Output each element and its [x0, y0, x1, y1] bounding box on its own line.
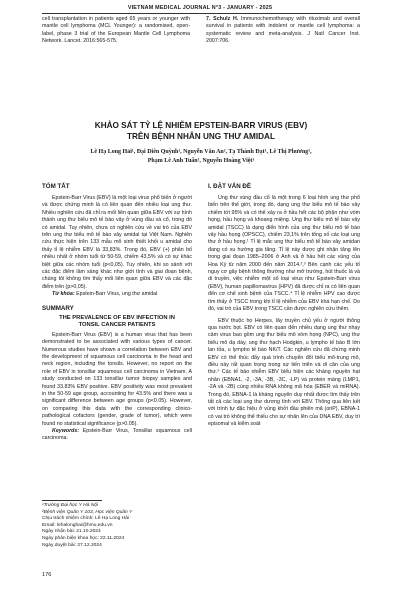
journal-header: VIETNAM MEDICAL JOURNAL N°3 - JANUARY - 2025: [127, 5, 273, 11]
author-list: [42, 148, 360, 166]
author-line1: Lê Hạ Long Hải¹, Đại Diên Quỳnh¹, Nguyễn Văn An², Tạ Thành Đạt¹, Lê Thị Phương¹,: [90, 149, 312, 155]
intro-heading: I. ĐẶT VẤN ĐỀ: [208, 183, 251, 190]
article-title-line2: TRÊN BỆNH NHÂN UNG THƯ AMIDAL: [127, 132, 275, 141]
page-number: 176: [42, 572, 52, 578]
date-accepted: Ngày duyệt bài: 27.12.2024: [42, 542, 102, 548]
intro-paragraph-1: Ung thư vùng đầu cổ là một trong 6 loại hình ung thư phổ biến trên thế giới, trong đó, dạng ung thư biểu mô tế bào vảy chiếm tới 95% và có thể xảy ra ở hầu hết các bộ phận như vòm họng, hầu họng và khoang miệng. Ung thư biểu mô tế bào vảy amidal (TSCC) là dạng điển hình của ung thư biểu mô tế bào vảy hầu họng (OPSCC), chiếm 23,1% trên tổng số các loại ung thư ở hầu họng.¹ Tỉ lệ mắc ung thư biểu mô tế bào vảy amidan đang có xu hướng gia tăng. Tỉ lệ này được ghi nhận tăng lên trong giai đoạn 1985–2006 ở Anh và ở hầu hết các vùng của Hoa Kỳ từ năm 2000 đến năm 2014.²,³ Bên cạnh các yếu tố nguy cơ gây bệnh thông thường như mỡ trường, hút thuốc lá và di truyền, việc nhiễm một số loại virus như Epstein-Barr virus (EBV), human papillomavirus (HPV) đã được chỉ ra có liên quan đến cơ chế sinh bệnh của TSCC.⁴ Tỉ lệ nhiễm HPV cao được tìm thấy ở TSCC trong khi tỉ lệ nhiễm của EBV khá hạn chế. Do đó, vai trò của EBV trong TSCC cần được nghiên cứu thêm.: [208, 195, 360, 313]
summary-body: Epstein-Barr Virus (EBV) is a human virus that has been demonstrated to be associated with various types of cancer. Numerous studies have shown a correlation between EBV and the development of squamous cell carcinoma in the head and neck region, including the tonsils. However, no report on the role of EBV in tonsillar squamous cell carcinoma in Vietnam. A study conducted on 133 tonsillar tumor biopsy samples and found 33.83% EBV positive. EBV positivity was most prevalent in the 50-59 age group, accounting for 43.5% and there was a significant difference between age groups (p<0.05). However, on comparing this data with the corresponding clinico-pathological cofactors (gender, grade of tumor), which were found no statistical significance (p>0.05).: [42, 331, 192, 427]
summary-title-line1: THE PREVALENCE OF EBV INFECTION IN: [59, 314, 175, 321]
affiliation-1: ¹Trường Đại học Y Hà Nội: [42, 503, 99, 508]
intro-paragraph-2: EBV thuộc họ Herpes, lây truyền chủ yếu ở người thông qua nước bọt. EBV có liên quan đến nhiều dạng ung thư nhạy cảm virus bao gồm ung thư biểu mô vòm họng (NPC), ung thư biểu mô dạ dày, ung thư hạch Hodgkin, u lympho tế bào B lớn lan tỏa, u lympho tế bào NK/T. Các nghiên cứu đã chứng minh EBV có thể thúc đẩy quá trình chuyển đổi biểu mô-trung mô, điều này rất quan trọng trong sự tiến triển và di căn của ung thư.⁵ Các tế bào nhiễm EBV biểu hiện các kháng nguyên hạt nhân (EBNA1, -2, -3A, -3B, -3C, -LP) và protein màng (LMP1, -2A và -2B) cùng nhiều RNA không mã hóa (EBER và miRNA). Trong đó, EBNA-1 là kháng nguyên duy nhất được tìm thấy trên tất cả các loại ung thư dương tính với EBV. Thông qua liên kết với trình tự đặc hiệu ở vùng khởi đầu phiên mã (oriP), EBNA-1 có vai trò không thể thiếu cho sự nhân lên của DNA EBV, duy trì episomal và kiểm soát: [208, 317, 360, 428]
date-received: Ngày nhận bài: 21.10.2024: [42, 529, 101, 535]
keywords-en-text: Epstein-Barr Virus, Tonsillar squamous cell carcinoma.: [42, 427, 192, 442]
affiliation-2: ²Bệnh viện Quân Y 103, Học viện Quân Y: [42, 509, 133, 515]
corresponding-author: Chịu trách nhiệm chính: Lê Hạ Long Hải: [42, 516, 129, 522]
reference-7: [206, 16, 360, 46]
email: Email: lehalonghai@hmu.edu.vn: [42, 522, 113, 528]
right-column: [208, 183, 360, 429]
article-title: [42, 120, 360, 142]
keywords-en-label: Keywords:: [52, 427, 80, 434]
summary-heading: SUMMARY: [42, 304, 74, 312]
left-column: [42, 183, 192, 443]
keywords-vi-text: Epstein-Barr Virus, ung thư amidal: [76, 291, 158, 298]
keywords-vi: [42, 291, 192, 298]
footnote-rule: [42, 500, 102, 501]
reference-number: 7.: [206, 16, 211, 22]
header-rule: [42, 13, 360, 14]
footnotes: [42, 500, 192, 549]
keywords-en: [42, 428, 192, 443]
abstract-vi-heading: TÓM TẮT: [42, 183, 70, 190]
reference-text: Immunochemotherapy with rituximab and overall survival in patients with indolent or mantle cell lymphoma: a systematic review and meta-analysis. J Natl Cancer Inst. 2007:706.: [206, 16, 360, 45]
author-line2: Phạm Lê Anh Tuấn¹, Nguyễn Hoàng Việt¹: [147, 158, 255, 164]
summary-title: [42, 315, 192, 330]
abstract-vi-body: Epstein-Barr Virus (EBV) là một loại virus phổ biến ở người và được chứng minh là có liên quan đến nhiều loại ung thư. Nhiều nghiên cứu đã chỉ ra mối liên quan giữa EBV với sự hình thành ung thư biểu mô tế bào vảy ở vùng đầu và cổ, trong đó có amidal. Tuy nhiên, chưa có nghiên cứu về vai trò của EBV trên ung thư biểu mô tế bào vảy amidal tại Việt Nam. Nghiên cứu thực hiện trên 133 mẫu mô sinh thiết khối u amidal cho thấy tỉ lệ nhiễm EBV là 33,83%. Trong đó, EBV (+) phân bố nhiều nhất ở nhóm tuổi từ 50-59, chiếm 43,5% và có sự khác biệt giữa các nhóm tuổi (p<0,05). Tuy nhiên, khi so sánh với các đặc điểm lâm sàng khác như giới tính và giai đoạn bệnh, chúng tôi không tìm thấy mối liên quan giữa EBV và các đặc điểm trên (p>0,05).: [42, 195, 192, 290]
summary-title-line2: TONSIL CANCER PATIENTS: [78, 322, 156, 329]
keywords-vi-label: Từ khóa:: [52, 291, 75, 298]
date-reviewed: Ngày phản biện khoa học: 22.11.2024: [42, 535, 125, 541]
reference-author: Schulz H.: [213, 16, 239, 22]
article-title-line1: KHẢO SÁT TỶ LỆ NHIỄM EPSTEIN-BARR VIRUS (EBV): [94, 121, 308, 130]
reference-continuation: cell transplantation in patients aged 65 years or younger with mantle cell lymphoma (MCL Younger): a randomised, open-label, phase 3 trial of the European Mantle Cell Lymphoma Network. Lancet. 2016:565-575.: [42, 16, 190, 45]
